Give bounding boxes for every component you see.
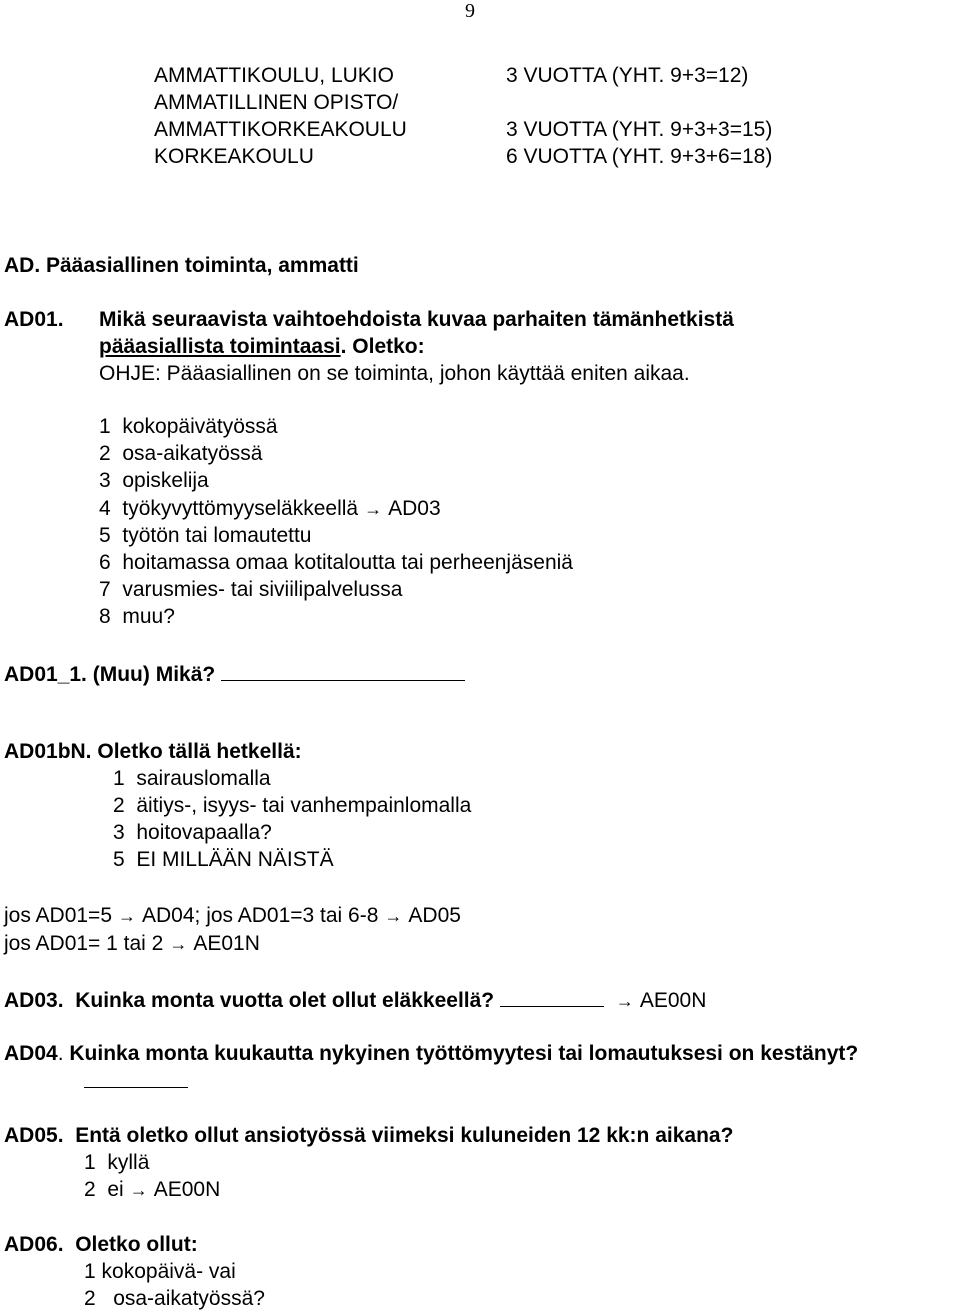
arrow-right-icon: → [169,934,188,954]
question-text: Kuinka monta kuukautta nykyinen työttömyytesi tai lomautuksesi on kestänyt? [69,1042,859,1065]
education-level: AMMATTIKOULU, LUKIO [154,64,394,87]
answer-option: 2 ei → AE00N [84,1176,220,1204]
answer-option: 5 työtön tai lomautettu [99,524,312,547]
answer-option: 3 hoitovapaalla? [113,821,272,844]
arrow-right-icon: → [364,499,383,519]
question-ad03 [4,986,706,1015]
question-text: Entä oletko ollut ansiotyössä viimeksi kuluneiden 12 kk:n aikana? [75,1124,734,1147]
answer-option: 1 kokopäivätyössä [99,415,278,438]
question-code: AD01bN. [4,740,92,763]
question-code: AD03. [4,989,64,1012]
answer-option: 1 kyllä [84,1151,150,1174]
arrow-right-icon: → [384,906,403,926]
answer-option: 2 osa-aikatyössä [99,442,263,465]
question-line [4,1122,733,1150]
underlined-phrase: pääasiallista toimintaasi [99,335,341,358]
page-number: 9 [465,0,475,22]
question-ad01-1 [4,660,465,689]
question-text: (Muu) Mikä? [92,663,216,686]
answer-blank[interactable] [221,660,465,681]
question-text-line2 [99,333,425,361]
answer-option: 7 varusmies- tai siviilipalvelussa [99,578,403,601]
routing-line: jos AD01=5 → AD04; jos AD01=3 tai 6-8 → AD05 [4,902,461,930]
question-text: Oletko tällä hetkellä: [97,740,302,763]
question-text: Kuinka monta vuotta olet ollut eläkkeellä? [75,989,495,1012]
answer-option: 6 hoitamassa omaa kotitaloutta tai perheenjäseniä [99,551,573,574]
answer-blank[interactable] [84,1067,188,1088]
question-code: AD01. [4,308,64,331]
routing-line: jos AD01= 1 tai 2 → AE01N [4,930,260,958]
education-level: AMMATILLINEN OPISTO/ [154,91,399,114]
answer-option: 2 äitiys-, isyys- tai vanhempainlomalla [113,794,472,817]
education-duration: 3 VUOTTA (YHT. 9+3+3=15) [506,118,773,141]
answer-option: 5 EI MILLÄÄN NÄISTÄ [113,848,334,871]
answer-option: 8 muu? [99,605,175,628]
answer-option: 4 työkyvyttömyyseläkkeellä → AD03 [99,495,441,523]
education-level: AMMATTIKORKEAKOULU [154,118,407,141]
answer-option: 1 kokopäivä- vai [84,1260,236,1283]
question-code: AD04 [4,1042,58,1065]
answer-option: 1 sairauslomalla [113,767,271,790]
question-code: AD06. [4,1233,64,1256]
skip-target: AE00N [153,1178,221,1201]
instruction-text: OHJE: Pääasiallinen on se toiminta, johon käyttää eniten aikaa. [99,362,690,385]
question-line [4,1231,198,1259]
question-code: AD05. [4,1124,64,1147]
question-text-rest: . Oletko: [340,335,425,358]
question-heading [4,738,302,766]
question-line: AD04. Kuinka monta kuukautta nykyinen työttömyytesi tai lomautuksesi on kestänyt? [4,1042,859,1065]
arrow-right-icon: → [118,906,136,926]
question-text: Oletko ollut: [75,1233,198,1256]
education-duration: 6 VUOTTA (YHT. 9+3+6=18) [506,145,773,168]
section-title: AD. Pääasiallinen toiminta, ammatti [4,254,359,277]
answer-blank[interactable] [500,986,604,1007]
question-code: AD01_1. [4,663,87,686]
education-duration: 3 VUOTTA (YHT. 9+3=12) [506,64,749,87]
skip-target: AE00N [639,989,707,1012]
arrow-right-icon: → [129,1180,148,1200]
question-text: Mikä seuraavista vaihtoehdoista kuvaa parhaiten tämänhetkistä [99,308,734,331]
answer-option: 2 osa-aikatyössä? [84,1287,265,1310]
skip-target: AD03 [388,497,441,520]
arrow-right-icon: → [615,991,634,1011]
answer-option: 3 opiskelija [99,469,209,492]
education-level: KORKEAKOULU [154,145,314,168]
